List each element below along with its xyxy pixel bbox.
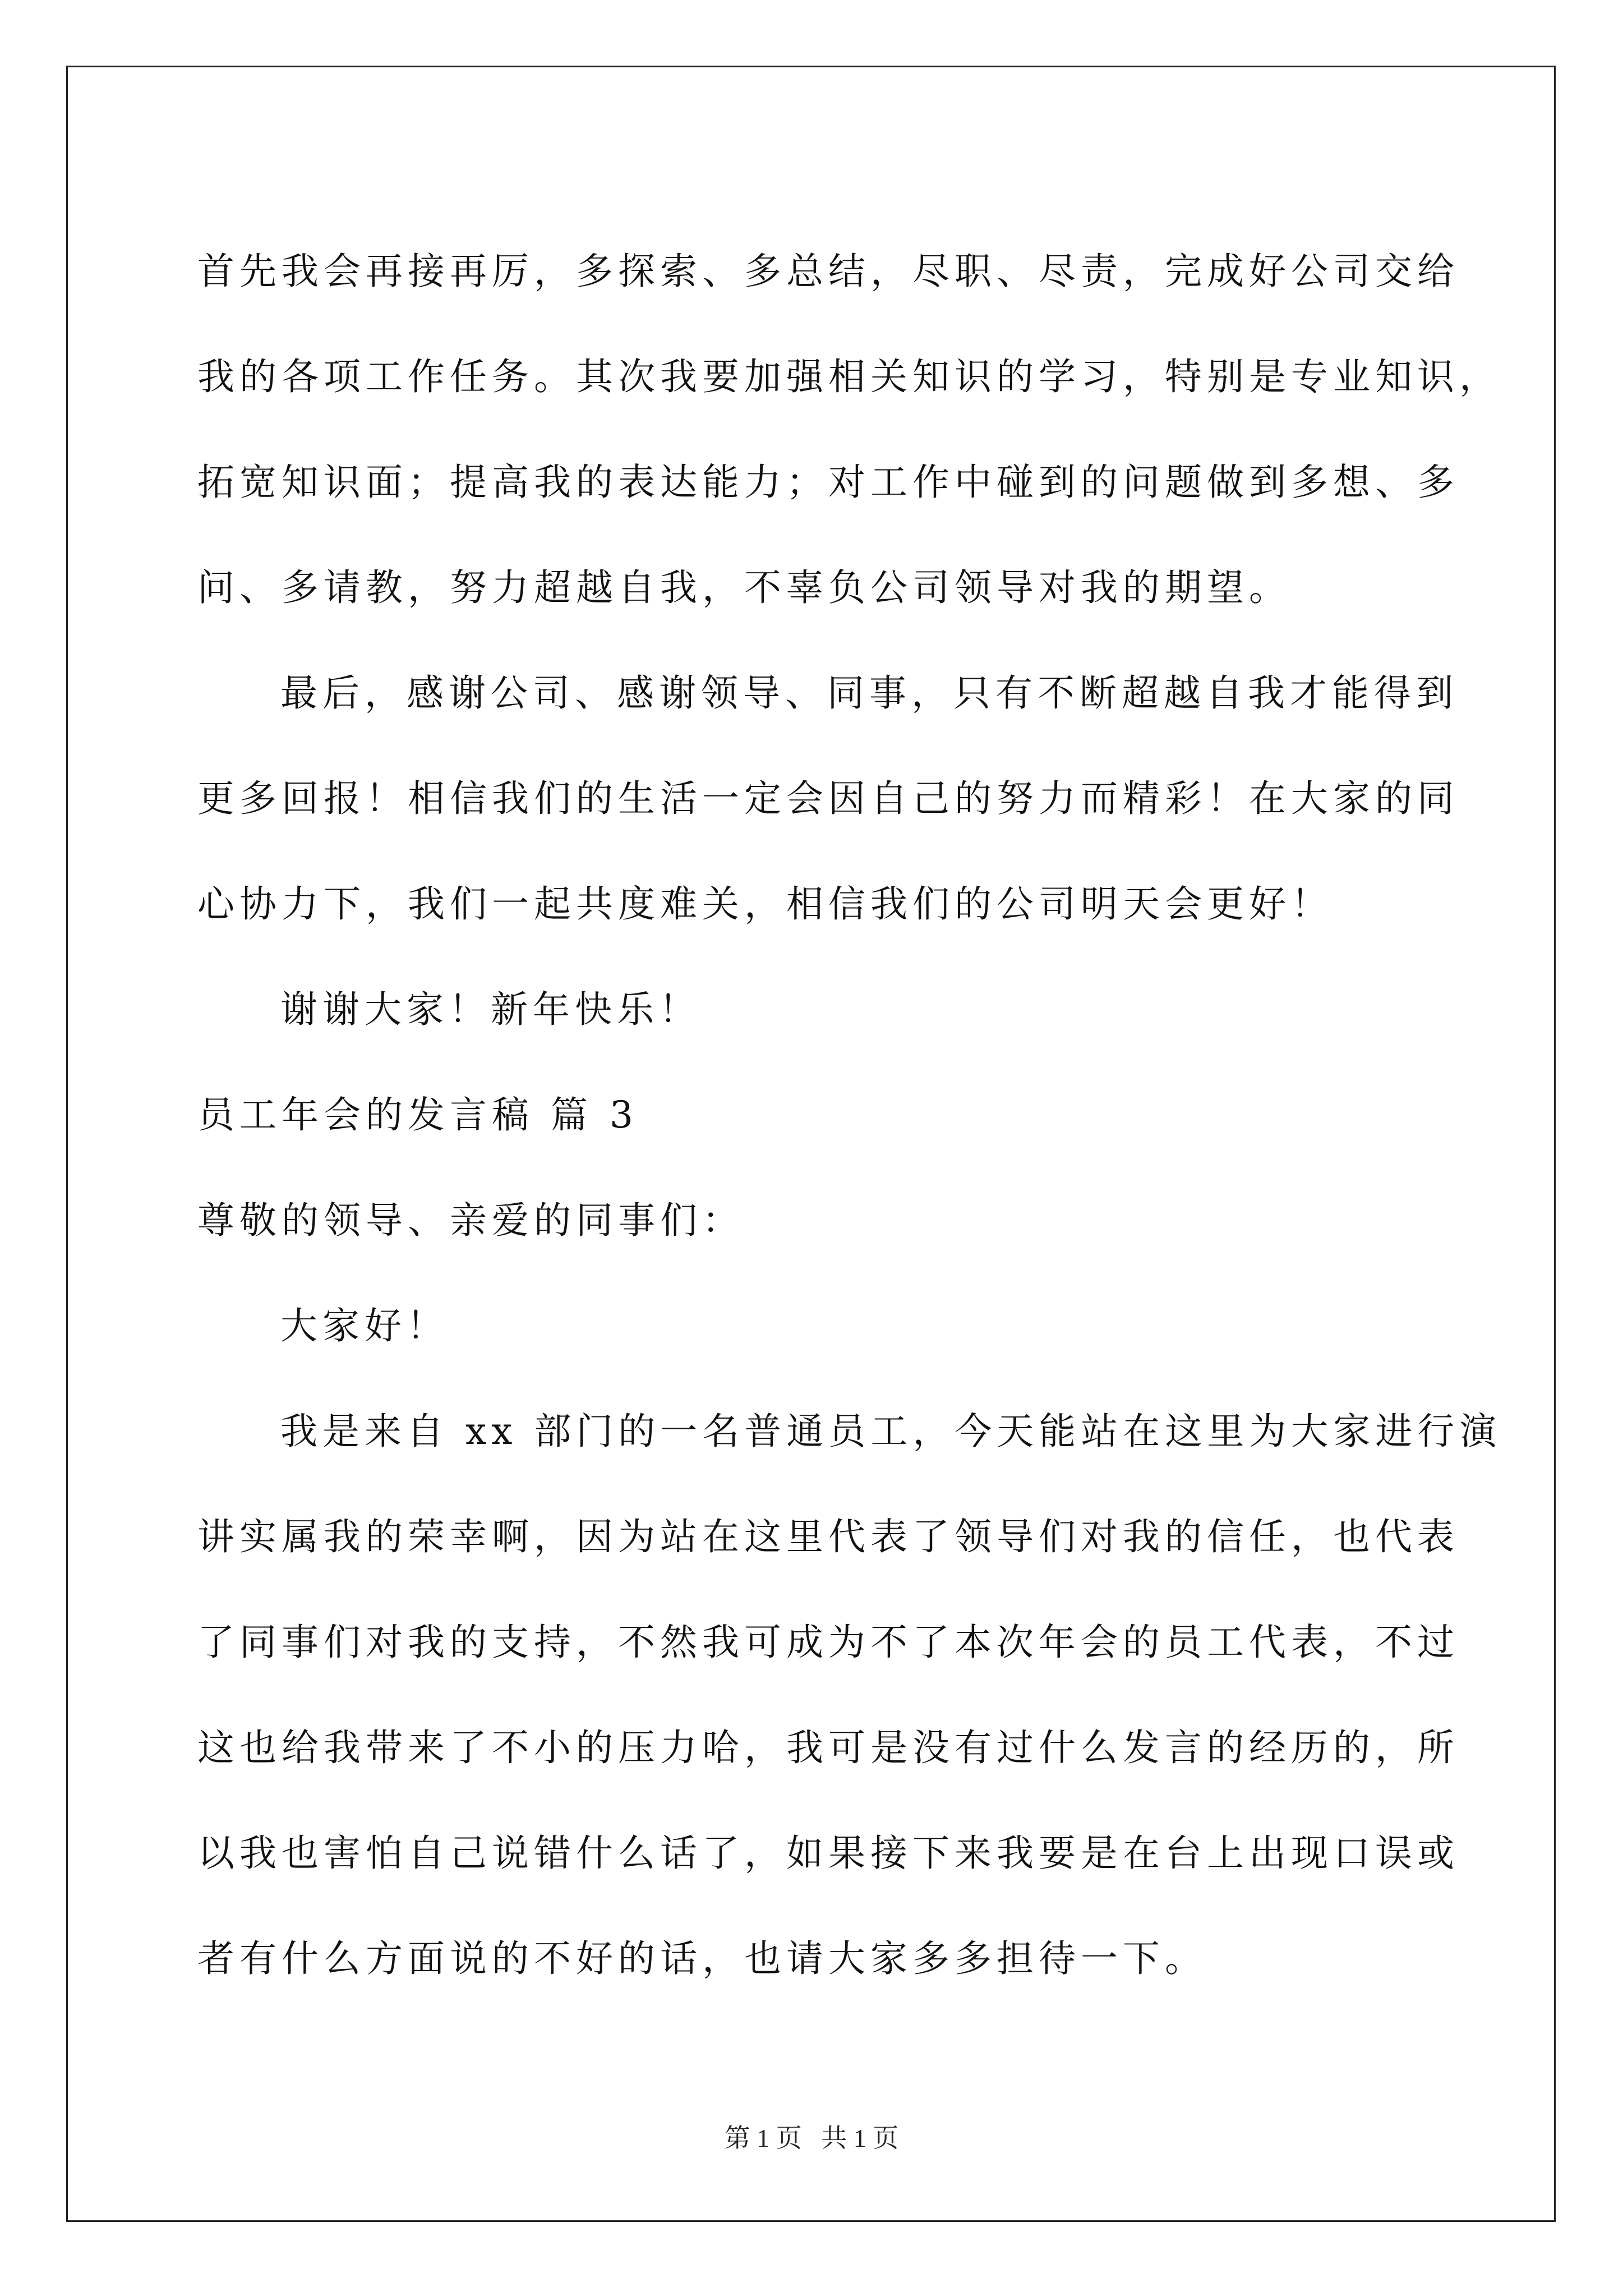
page-number: 第 1 页 <box>724 2124 802 2152</box>
page-footer <box>0 2118 1623 2155</box>
body-line: 最后，感谢公司、感谢领导、同事，只有不断超越自我才能得到 <box>280 671 1458 715</box>
body-line: 我的各项工作任务。其次我要加强相关知识的学习，特别是专业知识， <box>197 355 1501 398</box>
body-line: 讲实属我的荣幸啊，因为站在这里代表了领导们对我的信任，也代表 <box>197 1515 1459 1558</box>
body-line: 心协力下，我们一起共度难关，相信我们的公司明天会更好！ <box>197 882 1333 926</box>
page-total: 共 1 页 <box>821 2124 899 2152</box>
document-body <box>197 219 1502 2012</box>
section-heading: 员工年会的发言稿 篇 3 <box>197 1093 638 1137</box>
body-line: 者有什么方面说的不好的话，也请大家多多担待一下。 <box>197 1937 1207 1980</box>
body-line: 更多回报！相信我们的生活一定会因自己的努力而精彩！在大家的同 <box>197 777 1459 820</box>
body-line: 首先我会再接再厉，多探索、多总结，尽职、尽责，完成好公司交给 <box>197 250 1459 293</box>
body-line: 问、多请教，努力超越自我，不辜负公司领导对我的期望。 <box>197 566 1291 609</box>
body-line: 我是来自 xx 部门的一名普通员工，今天能站在这里为大家进行演 <box>280 1410 1502 1453</box>
body-line: 谢谢大家！新年快乐！ <box>280 988 701 1031</box>
body-line: 以我也害怕自己说错什么话了，如果接下来我要是在台上出现口误或 <box>197 1832 1459 1875</box>
body-line: 了同事们对我的支持，不然我可成为不了本次年会的员工代表，不过 <box>197 1621 1459 1664</box>
salutation: 尊敬的领导、亲爱的同事们： <box>197 1199 744 1242</box>
body-line: 这也给我带来了不小的压力哈，我可是没有过什么发言的经历的，所 <box>197 1726 1459 1769</box>
greeting: 大家好！ <box>280 1304 449 1347</box>
body-line: 拓宽知识面；提高我的表达能力；对工作中碰到的问题做到多想、多 <box>197 461 1459 504</box>
